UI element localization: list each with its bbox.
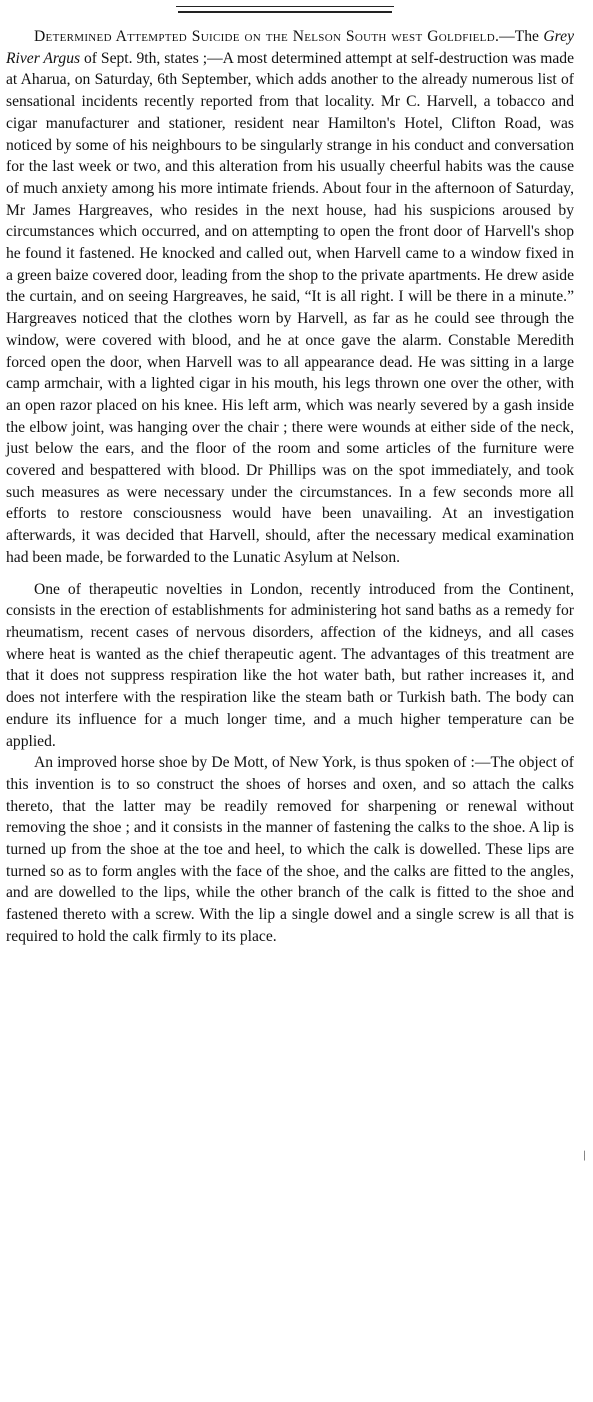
- newspaper-column: [6, 0, 590, 1402]
- article-suicide-dash: —The: [499, 28, 544, 45]
- margin-mark: /: [580, 1148, 590, 1165]
- article-sand-baths: [6, 579, 574, 753]
- article-sand-baths-paragraph: One of therapeutic novelties in London, recently introduced from the Continent, consists in the erection of establishments for administering hot sand baths as a remedy for rheumatism, recent cases of nervous disorders, affection of the kidneys, and all cases where heat is wanted as the chief therapeutic agent. The advantages of this treatment are that it does not suppress respiration like the hot water bath, but rather increases it, and does not interfere with the respiration like the steam bath or Turkish bath. The body can endure its influence for a much longer time, and a much higher temperature can be applied.: [6, 580, 574, 750]
- article-suicide-body: of Sept. 9th, states ;—A most determined attempt at self-destruction was made at Aharua, on Saturday, 6th September, which adds another to the already numerous list of sensational incidents recently reported from that locality. Mr C. Harvell, a tobacco and cigar manufacturer and stationer, resident near Hamilton's Hotel, Clifton Road, was noticed by some of his neighbours to be singularly strange in his conduct and conversation for the last week or two, and this alteration from his usually cheerful habits was the cause of much anxiety among his more intimate friends. About four in the afternoon of Saturday, Mr James Hargreaves, who resides in the next house, had his suspicions aroused by circumstances which occurred, and on attempting to open the front door of Harvell's shop he found it fastened. He knocked and called out, when Harvell came to a window fixed in a green baize covered door, leading from the shop to the private apartments. He drew aside the curtain, and on seeing Hargreaves, he said, “It is all right. I will be there in a minute.” Hargreaves noticed that the clothes worn by Harvell, as far as he could see through the window, were covered with blood, and he at once gave the alarm. Constable Meredith forced open the door, when Harvell was to all appearance dead. He was sitting in a large camp armchair, with a lighted cigar in his mouth, his legs thrown one over the other, with an open razor placed on his knee. His left arm, which was nearly severed by a gash inside the elbow joint, was hanging over the chair ; there were wounds at either side of the neck, just below the ears, and the floor of the room and some articles of the furniture were covered and bespattered with blood. Dr Phillips was on the spot immediately, and took such measures as were necessary under the circumstances. In a few seconds more all efforts to restore consciousness would have been unavailing. At an investigation afterwards, it was decided that Harvell, should, after the necessary medical examination had been made, be forwarded to the Lunatic Asylum at Nelson.: [6, 49, 575, 566]
- top-rule-thick: [178, 11, 392, 13]
- article-suicide-source: Grey River Argus: [6, 28, 574, 67]
- article-suicide-paragraph: [6, 26, 574, 569]
- article-horse-shoe-paragraph: An improved horse shoe by De Mott, of New York, is thus spoken of :—The object of this invention is to so construct the shoes of horses and oxen, and so attach the calks thereto, that the latter may be readily removed for sharpening or renewal without removing the shoe ; and it consists in the manner of fastening the calks to the shoe. A lip is turned up from the shoe at the toe and heel, to which the calk is dowelled. These lips are turned so as to form angles with the face of the shoe, and the calks are fitted to the angles, and are dowelled to the lips, while the other branch of the calk is fitted to the shoe and fastened thereto with a screw. With the lip a single dowel and a single screw is all that is required to hold the calk firmly to its place.: [6, 754, 574, 945]
- articles: [6, 26, 574, 948]
- top-rule: [176, 6, 394, 7]
- article-suicide-heading: Determined Attempted Suicide on the Nelson South west Goldfield.: [34, 28, 500, 45]
- article-suicide: [6, 26, 574, 569]
- article-horse-shoe: [6, 752, 574, 947]
